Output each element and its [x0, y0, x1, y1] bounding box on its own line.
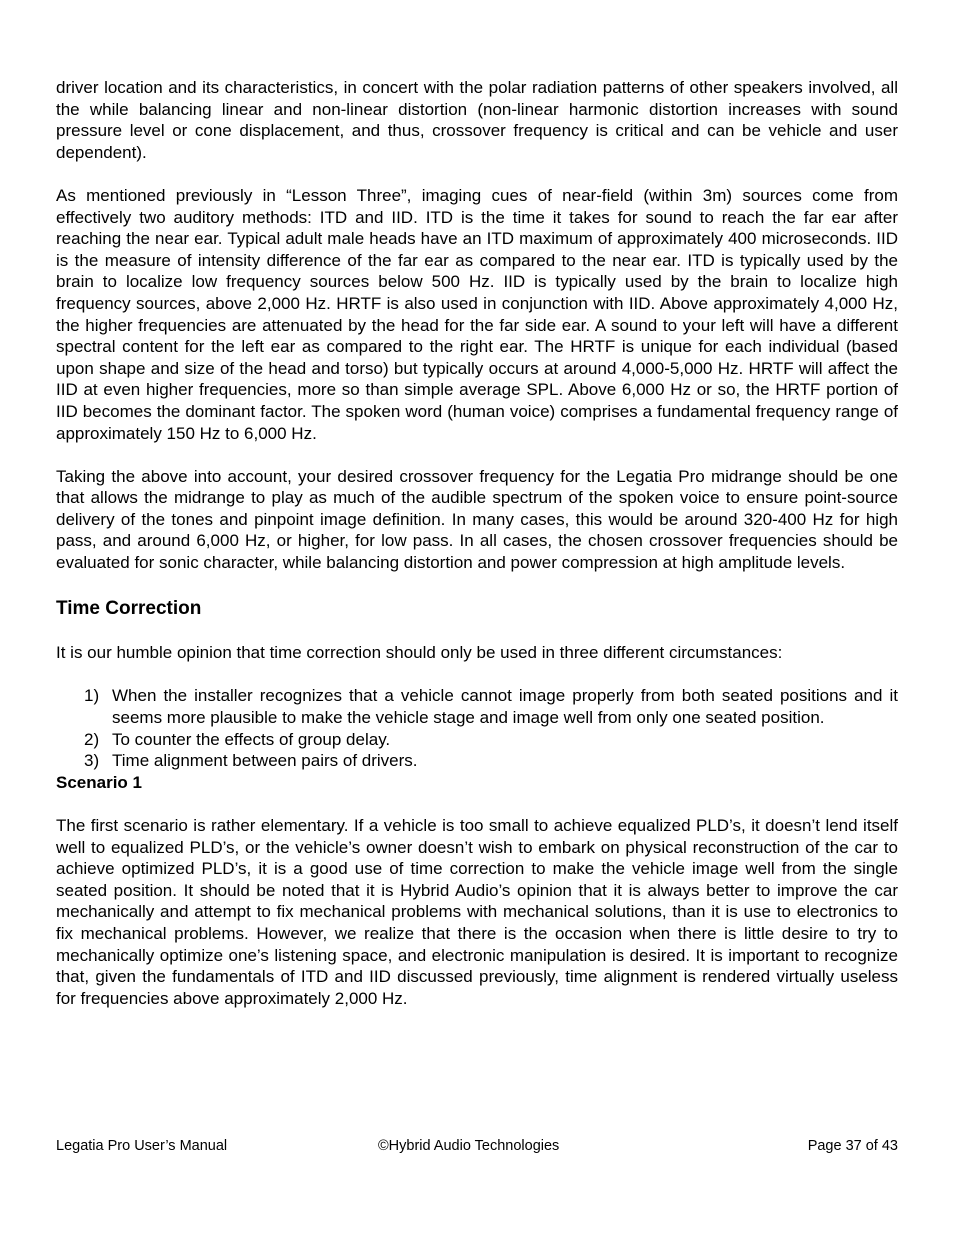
list-item-text: To counter the effects of group delay.	[112, 729, 391, 749]
footer-manual-title: Legatia Pro User’s Manual	[56, 1138, 228, 1154]
paragraph-driver-location: driver location and its characteristics, in concert with the polar radiation patterns of other speakers involved, all the while balancing linear and non-linear distortion (non-linear harmonic distortion increases with sound pressure level or cone displacement, and thus, crossover frequency is critical and can be vehicle and user dependent).	[56, 78, 898, 162]
list-item-text: When the installer recognizes that a vehicle cannot image properly from both seated positions and it seems more plausible to make the vehicle stage and image well from only one seated position.	[112, 686, 898, 728]
paragraph-imaging-cues: As mentioned previously in “Lesson Three”, imaging cues of near-field (within 3m) sources come from effectively two auditory methods: ITD and IID. ITD is the time it takes for sound to reach the far ear after reaching the near ear. Typical adult male heads have an ITD maximum of approximately 400 microseconds. IID is the measure of intensity difference of the far ear as compared to the near ear. ITD is typically used by the brain to localize low frequency sources below 500 Hz. IID is typically used by the brain to localize high frequency sources, above 2,000 Hz. HRTF is also used in conjunction with IID. Above approximately 4,000 Hz, the higher frequencies are attenuated by the head for the far side ear. A sound to your left will have a different spectral content for the left ear as compared to the right ear. The HRTF is unique for each individual (based upon shape and size of the head and torso) but typically occurs at around 4,000-5,000 Hz. HRTF will affect the IID at even higher frequencies, more so than simple average SPL. Above 6,000 Hz or so, the HRTF portion of IID becomes the dominant factor. The spoken word (human voice) comprises a fundamental frequency range of approximately 150 Hz to 6,000 Hz.	[56, 185, 898, 443]
list-item	[56, 729, 898, 751]
list-item-number: 3)	[84, 751, 100, 771]
page-footer	[56, 1137, 898, 1155]
section-heading-time-correction: Time Correction	[56, 597, 202, 619]
list-item	[56, 685, 898, 728]
list-item	[56, 750, 898, 772]
paragraph-crossover-frequency: Taking the above into account, your desired crossover frequency for the Legatia Pro midrange should be one that allows the midrange to play as much of the audible spectrum of the spoken voice to ensure point-source delivery of the tones and pinpoint image definition. In many cases, this would be around 320-400 Hz for high pass, and around 6,000 Hz, or higher, for low pass. In all cases, the chosen crossover frequencies should be evaluated for sonic character, while balancing distortion and power compression at high amplitude levels.	[56, 466, 898, 573]
paragraph-time-correction-intro: It is our humble opinion that time correction should only be used in three different circumstances:	[56, 643, 783, 663]
subheading-scenario-1: Scenario 1	[56, 772, 142, 792]
paragraph-scenario-1: The first scenario is rather elementary. If a vehicle is too small to achieve equalized PLD’s, it doesn’t lend itself well to equalized PLD’s, or the vehicle’s owner doesn’t wish to embark on physical reconstruction of the car to achieve optimized PLD’s, it is a good use of time correction to make the vehicle image well from the single seated position. It should be noted that it is Hybrid Audio’s opinion that it is always better to improve the car mechanically and attempt to fix mechanical problems with mechanical solutions, than it is use to electronics to fix mechanical problems. However, we realize that there is the occasion when there is little desire to try to mechanically optimize one’s listening space, and electronic manipulation is desired. It is important to recognize that, given the fundamentals of ITD and IID discussed previously, time alignment is rendered virtually useless for frequencies above approximately 2,000 Hz.	[56, 816, 898, 1008]
list-item-number: 2)	[84, 729, 100, 749]
list-item-number: 1)	[84, 686, 100, 706]
list-item-text: Time alignment between pairs of drivers.	[112, 751, 418, 771]
footer-copyright: ©Hybrid Audio Technologies	[378, 1138, 560, 1154]
document-page	[56, 77, 898, 1009]
footer-page-number: Page 37 of 43	[807, 1138, 898, 1154]
circumstances-list	[56, 685, 898, 771]
